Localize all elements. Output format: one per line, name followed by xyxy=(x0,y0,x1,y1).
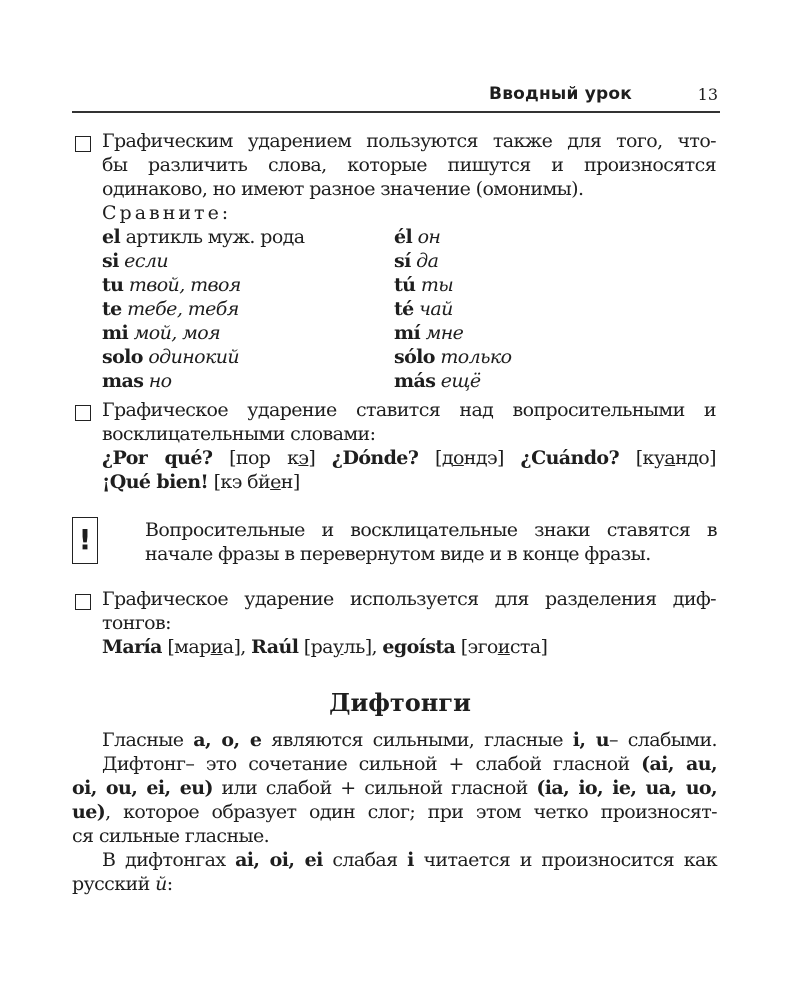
example-word: ¡Qué bien! xyxy=(102,471,209,493)
pronunciation: [рауль], xyxy=(303,636,377,658)
chapter-title: Вводный урок xyxy=(489,84,632,104)
section-heading: Дифтонги xyxy=(329,688,471,717)
header-divider xyxy=(72,111,720,113)
table-row xyxy=(394,297,453,321)
example-word: Raúl xyxy=(251,636,299,658)
word-meaning: ещё xyxy=(440,370,481,392)
example-line xyxy=(102,470,716,494)
example-line xyxy=(102,446,716,470)
table-row xyxy=(102,273,241,297)
word-unaccented: si xyxy=(102,250,119,272)
paragraph-line: ue), которое образует один слог; при этом четко произносят- xyxy=(72,801,717,823)
table-row xyxy=(102,225,305,249)
word-meaning: одинокий xyxy=(148,346,240,368)
table-row xyxy=(102,345,239,369)
paragraph-line: oi, ou, ei, eu) или слабой + сильной гласной (ia, io, ie, ua, uo, xyxy=(72,777,717,799)
table-row xyxy=(102,369,172,393)
table-row xyxy=(394,369,480,393)
section-diphthong-separation xyxy=(102,587,716,659)
table-row xyxy=(394,345,511,369)
word-unaccented: solo xyxy=(102,346,143,368)
paragraph-line: восклицательными словами: xyxy=(102,423,376,445)
word-meaning: мне xyxy=(425,322,464,344)
word-meaning: если xyxy=(124,250,168,272)
paragraph-line: ся сильные гласные. xyxy=(72,825,270,847)
paragraph-line: Вопросительные и восклицательные знаки ставятся в xyxy=(145,519,717,541)
example-word: ¿Por qué? xyxy=(102,447,213,469)
page-number: 13 xyxy=(697,85,718,104)
word-accented: más xyxy=(394,370,436,392)
paragraph-line: Графическое ударение используется для разделения диф- xyxy=(102,588,716,610)
note-text xyxy=(145,518,717,566)
word-meaning: чай xyxy=(419,298,453,320)
word-meaning: твой, твоя xyxy=(128,274,241,296)
table-row xyxy=(102,321,220,345)
pronunciation: [мариа], xyxy=(167,636,246,658)
running-header xyxy=(72,82,720,110)
table-row xyxy=(394,225,440,249)
paragraph-line: русский й: xyxy=(72,873,173,895)
table-row xyxy=(394,321,463,345)
word-unaccented: el xyxy=(102,226,121,248)
section-interrogative-stress xyxy=(102,398,716,494)
word-meaning: артикль муж. рода xyxy=(125,226,305,248)
table-row xyxy=(102,297,239,321)
word-unaccented: te xyxy=(102,298,122,320)
paragraph-line: бы различить слова, которые пишутся и произносятся xyxy=(102,154,716,176)
word-unaccented: tu xyxy=(102,274,124,296)
paragraph-line: одинаково, но имеют разное значение (омонимы). xyxy=(102,178,584,200)
word-meaning: ты xyxy=(420,274,454,296)
example-word: ¿Cuándo? xyxy=(520,447,620,469)
word-accented: él xyxy=(394,226,413,248)
example-word: María xyxy=(102,636,162,658)
paragraph-line: Дифтонг– это сочетание сильной + слабой гласной (ai, au, xyxy=(102,753,717,775)
homonym-table xyxy=(102,225,716,393)
word-meaning: он xyxy=(417,226,441,248)
section-graphic-stress-homonyms xyxy=(102,129,716,225)
word-meaning: только xyxy=(440,346,512,368)
example-word: ¿Dónde? xyxy=(331,447,419,469)
example-line xyxy=(102,635,716,659)
word-accented: tú xyxy=(394,274,416,296)
bullet-square-icon xyxy=(75,594,91,610)
word-meaning: тебе, тебя xyxy=(127,298,239,320)
paragraph-line: Графическое ударение ставится над вопросительными и xyxy=(102,399,716,421)
compare-label: Сравните: xyxy=(102,202,232,224)
pronunciation: [кэ бйен] xyxy=(213,471,300,493)
word-unaccented: mi xyxy=(102,322,129,344)
word-accented: mí xyxy=(394,322,421,344)
pronunciation: [пор кэ] xyxy=(229,447,316,469)
bullet-square-icon xyxy=(75,136,91,152)
paragraph-line: начале фразы в перевернутом виде и в конце фразы. xyxy=(145,543,651,565)
pronunciation: [эгоиста] xyxy=(460,636,548,658)
example-word: egoísta xyxy=(382,636,456,658)
pronunciation: [куандо] xyxy=(635,447,716,469)
pronunciation: [дондэ] xyxy=(435,447,504,469)
diphthong-body xyxy=(72,728,717,896)
paragraph-line: тонгов: xyxy=(102,612,171,634)
bullet-square-icon xyxy=(75,405,91,421)
word-meaning: да xyxy=(416,250,439,272)
exclamation-icon: ! xyxy=(72,517,98,564)
word-unaccented: mas xyxy=(102,370,144,392)
table-row xyxy=(102,249,168,273)
word-meaning: мой, моя xyxy=(133,322,221,344)
word-accented: sí xyxy=(394,250,411,272)
paragraph-line: В дифтонгах ai, oi, ei слабая i читается и произносится как xyxy=(102,849,717,871)
paragraph-line: Гласные a, o, e являются сильными, гласные i, u– слабыми. xyxy=(102,729,717,751)
table-row xyxy=(394,249,438,273)
word-accented: té xyxy=(394,298,414,320)
word-meaning: но xyxy=(148,370,172,392)
word-accented: sólo xyxy=(394,346,435,368)
table-row xyxy=(394,273,453,297)
paragraph-line: Графическим ударением пользуются также для того, что- xyxy=(102,130,716,152)
